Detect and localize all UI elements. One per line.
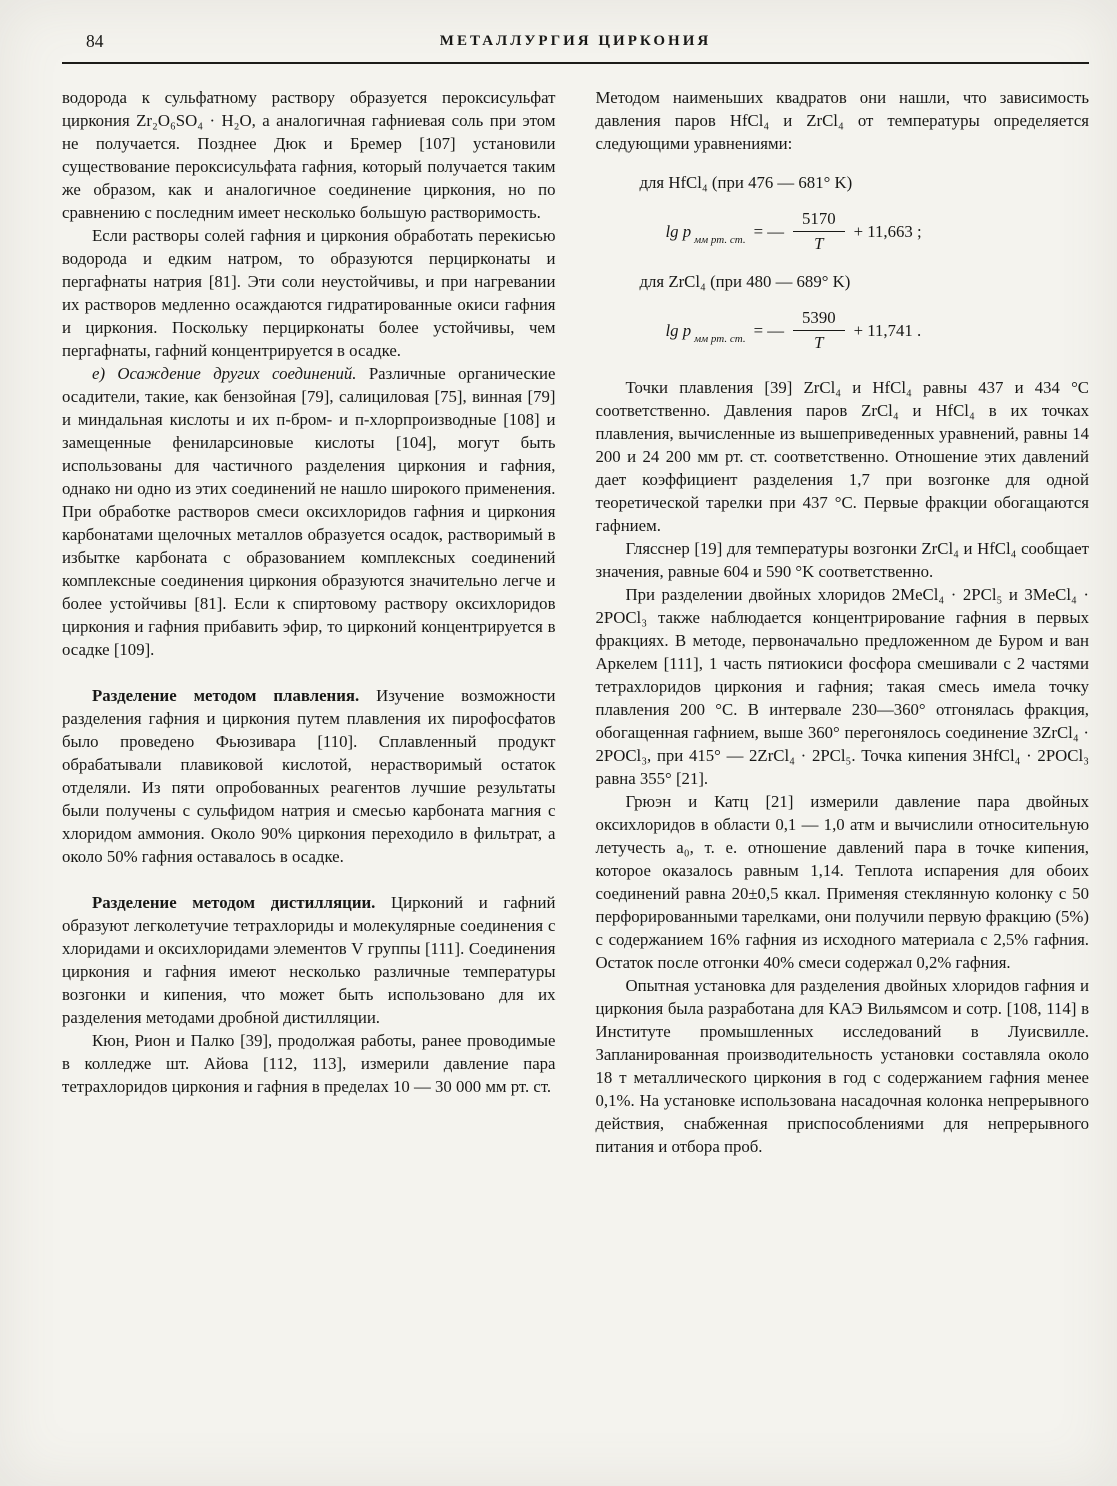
formula-condition: для HfCl₄ (при 476 — 681° K): [639, 173, 853, 192]
formula-block: [596, 171, 1090, 254]
header-rule: [62, 62, 1089, 64]
equation-subscript: мм рт. ст.: [694, 333, 746, 345]
run-in-heading: е) Осаждение других соединений.: [92, 364, 357, 383]
equation-tail: + 11,663 ;: [853, 221, 922, 241]
fraction-denominator: T: [814, 333, 824, 352]
fraction: [793, 307, 845, 353]
fraction-numerator: 5390: [793, 307, 845, 331]
paragraph: Грюэн и Катц [21] измерили давление пара двойных оксихлоридов в области 0,1 — 1,0 атм и вычислили относительную летучесть a₀, т. е. отношение давлений пара в точке кипения, которое оказалось равным 1,14. Теплота испарения для обоих соединений равна 20±0,5 ккал. Применяя стеклянную колонку с 50 перфорированными тарелками, они получили первую фракцию (5%) с содержанием 16% гафния из исходного материала с 2,5% гафния. Остаток после отгонки 40% смеси содержал 0,2% гафния.: [595, 792, 1089, 972]
paragraph: Разделение методом дистилляции. Цирконий и гафний образуют легколетучие тетрахлориды и молекулярные соединения с хлоридами и оксихлоридами элементов V группы [111]. Соединения циркония и гафния имеют несколько различные температуры возгонки и кипения, что может быть использовано для их разделения методами дробной дистилляции.: [62, 893, 556, 1027]
equation-operator: = —: [753, 320, 785, 340]
text-columns: [62, 86, 1089, 1158]
paragraph: Методом наименьших квадратов они нашли, что зависимость давления паров HfCl₄ и ZrCl₄ от температуры определяется следующими уравнениями:: [595, 88, 1089, 153]
fraction: [793, 208, 845, 254]
formula-block: [596, 270, 1090, 353]
equation-lhs: lg p: [665, 320, 692, 340]
run-in-heading: Разделение методом дистилляции.: [92, 893, 376, 912]
paragraph: Точки плавления [39] ZrCl₄ и HfCl₄ равны 437 и 434 °C соответственно. Давления паров ZrCl₄ и HfCl₄ в их точках плавления, вычисленные из вышеприведенных уравнений, равны 14 200 и 24 200 мм рт. ст. соответственно. Отношение этих давлений дает коэффициент разделения 1,7 при возгонке для одной теоретической тарелки при 437 °C. Первые фракции обогащаются гафнием.: [595, 378, 1089, 535]
paragraph: водорода к сульфатному раствору образуется пероксисульфат циркония Zr₂O₆SO₄ · H₂O, а аналогичная гафниевая соль при этом не получается. Позднее Дюк и Бремер [107] установили существование пероксисульфата гафния, который получается таким же образом, как и аналогичное соединение циркония, но по сравнению с последним имеет несколько большую растворимость.: [62, 88, 556, 222]
equation-subscript: мм рт. ст.: [694, 234, 746, 246]
left-column: [62, 86, 556, 1158]
equation: [666, 307, 1090, 353]
formula-condition: для ZrCl₄ (при 480 — 689° K): [639, 272, 851, 291]
fraction-denominator: T: [814, 234, 824, 253]
equation-tail: + 11,741 .: [853, 320, 922, 340]
paragraph: Если растворы солей гафния и циркония обработать перекисью водорода и едким натром, то образуются перцирконаты и пергафнаты натрия [81]. Эти соли неустойчивы, и при нагревании их растворов медленно осаждаются гидратированные окиси гафния и циркония. Поскольку перцирконаты более устойчивы, чем пергафнаты, гафний концентрируется в осадке.: [62, 226, 556, 360]
paragraph: е) Осаждение других соединений. Различные органические осадители, такие, как бензойная [79], салициловая [75], винная [79] и миндальная кислоты и их п-бром- и п-хлорпроизводные [108] и замещенные фениларсиновые кислоты [104], могут быть использованы для частичного разделения циркония и гафния, однако ни одно из этих соединений не нашло широкого применения. При обработке растворов смеси оксихлоридов гафния и циркония карбонатами щелочных металлов образуется осадок, растворимый в избытке карбоната с образованием комплексных соединений комплексные соединения циркония образуются значительно легче и более устойчивы [81]. Если к спиртовому раствору оксихлоридов циркония и гафния прибавить эфир, то цирконий концентрируется в осадке [109].: [62, 364, 556, 659]
paragraph: Разделение методом плавления. Изучение возможности разделения гафния и циркония путем плавления их пирофосфатов было проведено Фьюзивара [110]. Сплавленный продукт обрабатывали плавиковой кислотой, нерастворимый остаток отделяли. Из пяти опробованных реагентов лучшие результаты были получены с сульфидом натрия и смесью карбоната магния с хлоридом аммония. Около 90% циркония переходило в фильтрат, а около 50% гафния оставалось в осадке.: [62, 686, 556, 866]
fraction-numerator: 5170: [793, 208, 845, 232]
page-number: 84: [86, 31, 104, 51]
equation: [666, 208, 1090, 254]
paragraph: При разделении двойных хлоридов 2MeCl₄ · 2PCl₅ и 3MeCl₄ · 2POCl₃ также наблюдается концентрирование гафния в первых фракциях. В методе, первоначально предложенном де Буром и ван Аркелем [111], 1 часть пятиокиси фосфора смешивали с 2 частями тетрахлоридов циркония и гафния; такая смесь имела точку плавления 200 °C. В интервале 230—360° отгонялась фракция, обогащенная гафнием, выше 360° перегонялось соединение 3ZrCl₄ · 2POCl₃, при 415° — 2ZrCl₄ · 2PCl₅. Точка кипения 3HfCl₄ · 2POCl₃ равна 355° [21].: [595, 585, 1089, 788]
paragraph: Опытная установка для разделения двойных хлоридов гафния и циркония была разработана для КАЭ Вильямсом и сотр. [108, 114] в Институте промышленных исследований в Луисвилле. Запланированная производительность установки составляла около 18 т металлического циркония в год с содержанием гафния менее 0,1%. На установке использована насадочная колонка непрерывного действия, снабженная приспособлениями для непрерывного питания и отбора проб.: [595, 976, 1089, 1156]
page-header: [62, 30, 1089, 54]
running-title: МЕТАЛЛУРГИЯ ЦИРКОНИЯ: [439, 33, 712, 49]
equation-operator: = —: [753, 221, 785, 241]
paragraph: Кюн, Рион и Палко [39], продолжая работы, ранее проводимые в колледже шт. Айова [112, 113], измерили давление пара тетрахлоридов циркония и гафния в пределах 10 — 30 000 мм рт. ст.: [62, 1031, 556, 1096]
paragraph: Глясснер [19] для температуры возгонки ZrCl₄ и HfCl₄ сообщает значения, равные 604 и 590 °K соответственно.: [595, 539, 1089, 581]
right-column: [596, 86, 1090, 1158]
run-in-heading: Разделение методом плавления.: [92, 686, 360, 705]
equation-lhs: lg p: [665, 221, 692, 241]
